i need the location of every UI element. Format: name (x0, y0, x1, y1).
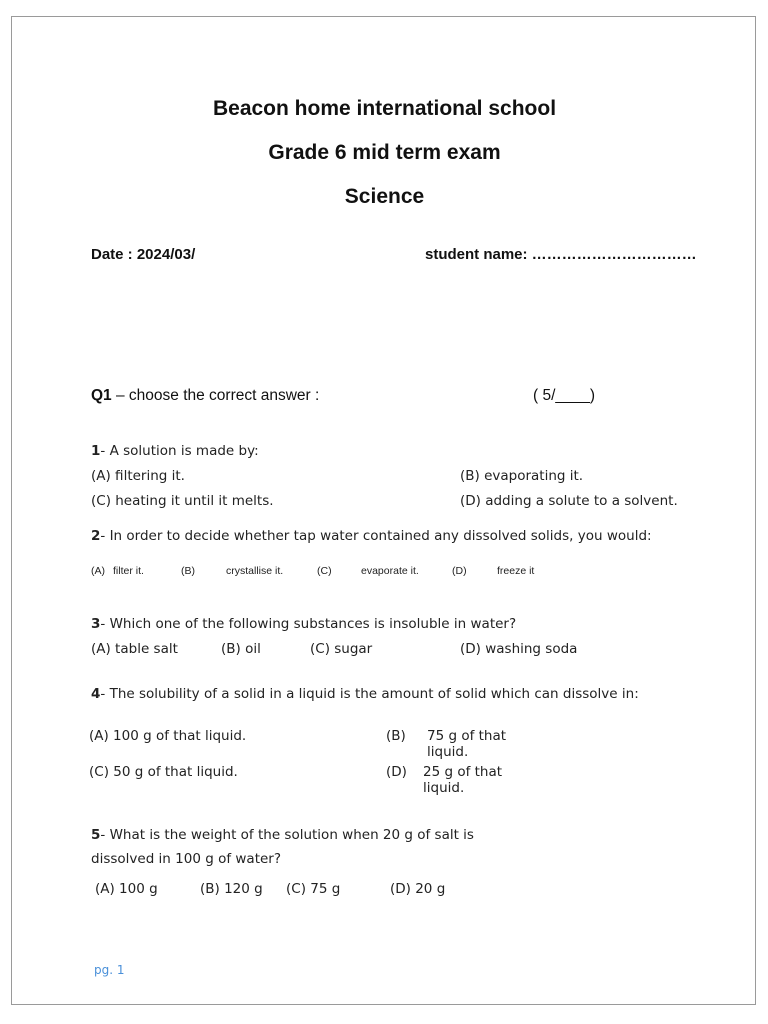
q3-option-a: (A) table salt (91, 641, 178, 657)
question-3-text: - Which one of the following substances is insoluble in water? (100, 616, 517, 632)
q1-heading (91, 387, 319, 405)
q3-option-b: (B) oil (221, 641, 261, 657)
question-3-number: 3 (91, 616, 101, 632)
question-3 (91, 616, 516, 632)
school-name: Beacon home international school (212, 97, 557, 120)
q4-option-d-letter: (D) (386, 764, 407, 780)
q3-option-d: (D) washing soda (460, 641, 578, 657)
q2-option-d-letter: (D) (452, 565, 467, 577)
q4-option-b-letter: (B) (386, 728, 406, 744)
question-1-number: 1 (91, 443, 101, 459)
question-2 (91, 528, 652, 544)
question-4-number: 4 (91, 686, 101, 702)
question-4-text: - The solubility of a solid in a liquid is the amount of solid which can dissolve in: (100, 686, 639, 702)
q4-option-c: (C) 50 g of that liquid. (89, 764, 238, 780)
q1-number: Q1 (91, 387, 112, 404)
question-5 (91, 823, 481, 871)
q2-option-b-text: crystallise it. (226, 565, 284, 577)
q4-option-b-text: 75 g of that liquid. (427, 728, 507, 760)
q2-option-c-text: evaporate it. (361, 565, 419, 577)
q1-option-b: (B) evaporating it. (460, 468, 584, 484)
q5-option-a: (A) 100 g (95, 881, 158, 897)
question-5-text: - What is the weight of the solution when 20 g of salt is dissolved in 100 g of water? (91, 827, 474, 867)
q1-score: ( 5/____) (533, 387, 596, 404)
q1-option-a: (A) filtering it. (91, 468, 185, 484)
q4-option-a: (A) 100 g of that liquid. (89, 728, 247, 744)
q2-option-a-letter: (A) (91, 565, 105, 577)
question-2-number: 2 (91, 528, 101, 544)
exam-title: Grade 6 mid term exam (268, 141, 501, 164)
q5-option-c: (C) 75 g (286, 881, 341, 897)
q1-option-c: (C) heating it until it melts. (91, 493, 274, 509)
student-name-field: student name: …………………………… (425, 246, 697, 263)
q2-option-a-text: filter it. (113, 565, 144, 577)
q2-option-d-text: freeze it (497, 565, 535, 577)
q5-option-d: (D) 20 g (390, 881, 446, 897)
q3-option-c: (C) sugar (310, 641, 373, 657)
q1-instruction: – choose the correct answer : (111, 387, 320, 404)
q5-option-b: (B) 120 g (200, 881, 263, 897)
date-field: Date : 2024/03/ (91, 246, 196, 263)
question-4 (91, 686, 639, 702)
question-1-text: - A solution is made by: (100, 443, 259, 459)
q2-option-b-letter: (B) (181, 565, 195, 577)
q1-option-d: (D) adding a solute to a solvent. (460, 493, 678, 509)
question-1 (91, 443, 259, 459)
question-2-text: - In order to decide whether tap water contained any dissolved solids, you would: (100, 528, 652, 544)
question-5-number: 5 (91, 827, 101, 843)
q2-option-c-letter: (C) (317, 565, 332, 577)
subject-title: Science (344, 185, 425, 208)
exam-page (11, 16, 756, 1005)
q4-option-d-text: 25 g of that liquid. (423, 764, 503, 796)
page-number: pg. 1 (94, 963, 125, 977)
